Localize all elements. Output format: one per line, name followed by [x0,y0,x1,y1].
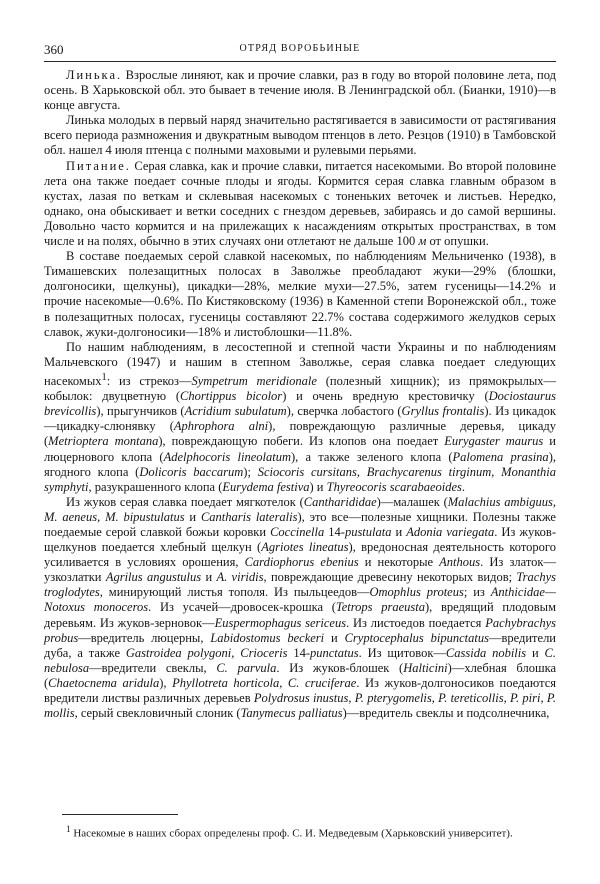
text-run: ), это все—полезные хищники. Полезны также поедаемые серой славкой божьи коровки [44,509,556,539]
text-run: —вредители дуба, а также [44,630,556,660]
text-run: )—хлебная блошка ( [44,660,556,690]
text-run: ) и [309,479,327,494]
latin-term: Trachys troglodytes [44,570,556,600]
latin-term: C. parvula [216,660,277,675]
text-run: . Из листоедов поедается [346,615,486,630]
text-run: В составе поедаемых серой славкой насекомых, по наблюдениям Мельниченко (1938), в Тимашевских полезащитных полосах в Заволжье преобладают жуки—29% (блошки, долгоносики, щелкуны), цикадки—28%, мелкие мухи—27.5%, затем гусеницы—14.2% и прочие насекомые—0.6%. По Кистяковскому (1936) в Каменной степи Воронежской обл., тоже в полезащитных полосах, гусеницы составляют 22.7% состава содержимого желудков серых славок, жуки-долгоносики—18% и листоблошки—11.8%. [44,249,556,339]
latin-term: Malachius ambiguus, M. aeneus, M. bipustulatus [44,494,556,524]
latin-term: Dolicoris baccarum [139,464,244,479]
footnote-ref: 1 [101,371,107,383]
footnote [44,822,556,841]
latin-term: Chortippus bicolor [180,389,283,404]
latin-term: Halticini [403,660,448,675]
latin-term: Anthous [439,555,481,570]
latin-term: Adelphocoris lineolatum [163,449,291,464]
text-run: ), повреждающую побеги. Из клопов она поедает [158,434,445,449]
latin-term: Eurydema festiva [222,479,310,494]
text-run: и люцернового клопа ( [44,434,556,464]
paragraph [44,159,556,250]
paragraph [44,113,556,158]
text-run: и [526,645,545,660]
text-run: ); [243,464,258,479]
latin-term: Agriotes lineatus [261,540,349,555]
latin-term: Metrioptera montana [48,434,159,449]
latin-term: Tanymecus palliatus [240,706,343,721]
text-run: ; из [463,585,491,600]
latin-term: Gastroidea polygoni, Crioceris [125,645,288,660]
text-run: и [184,509,201,524]
latin-term: Adonia variegata [406,524,495,539]
text-run: . Из жуков-долгоносиков поедаются вредители листвы различных деревьев [44,675,557,705]
latin-term: Polydrosus inustus, P. pterygomelis, P. tereticollis, P. piri, P. mollis [44,691,557,721]
footnote-rule [62,814,178,815]
text-run: и [391,524,407,539]
latin-term: Omophlus proteus [369,585,464,600]
body-text [44,68,556,721]
latin-term: A. viridis [216,570,264,585]
paragraph [44,495,556,721]
header-rule [44,61,556,62]
paragraph [44,340,556,495]
text-run: . Из жуков-щелкунов поедается хлебный щелкун ( [44,524,556,555]
latin-term: Cassida nobilis [445,645,527,660]
text-run: , разукрашенного клопа ( [88,479,223,494]
text-run: ), вредоносная деятельность которого усиливается в условиях орошения, [44,540,556,570]
latin-term: Euspermophagus sericeus [214,615,347,630]
text-run: 14- [287,645,310,660]
latin-term: Eurygaster maurus [444,434,544,449]
latin-term: Cantharis lateralis [200,509,298,524]
text-run: , повреждающие древесину некоторых видов; [263,570,517,585]
paragraph [44,249,556,340]
latin-term: Cardiophorus ebenius [244,555,359,570]
text-run: . Из жуков-блошек ( [276,660,404,675]
paragraph [44,68,556,113]
footnote-marker: 1 [66,824,71,834]
text-run: и [324,630,345,645]
section-lead: Линька. [66,68,123,82]
latin-term: punctatus [310,645,359,660]
text-run: ), прыгунчиков ( [96,404,185,419]
text-run: (полезный хищник); из прямокрылых—кобылок: двуцветную ( [44,374,556,404]
latin-term: Dociostaurus brevicollis [44,389,556,419]
latin-term: Labidostomus beckeri [210,630,325,645]
text-run: 14- [324,524,345,539]
page-header [44,40,556,62]
text-run: ), вредящий плодовым деревьям. Из жуков-зерновок— [44,600,556,630]
text-run: )—вредитель свеклы и подсолнечника, [342,706,550,721]
latin-term: Tetrops praeusta [335,600,425,615]
latin-term: Phyllotreta horticola, C. cruciferae [172,675,357,690]
text-run: Серая славка, как и прочие славки, питается насекомыми. Во второй половине лета она также поедает сочные плоды и ягоды. Кормится серая славка главным образом в кустах, лазая по веткам и склевывая насекомых с тоненьких веточек и листьев. Нередко, однако, она обыскивает и ветки соседних с гнездом деревьев, забираясь и до самой вершины. Довольно часто кормится и на прилежащих к насаждениям открытых пространствах, в том числе и на полях, обычно в этих случаях они отлетают не дальше 100 [44,158,556,249]
text-run: : из стрекоз— [106,374,192,389]
text-run: Взрослые линяют, как и прочие славки, раз в году во второй половине лета, под осень. В Харьковской обл. это бывает в течение июля. В Ленинградской обл. (Бианки, 1910)—в конце августа. [44,68,556,113]
latin-term: C. nebulosa [44,645,556,675]
latin-term: Pachybrachys probus [44,615,557,645]
latin-term: Sciocoris cursitans, Brachycarenus tirginum, Monanthia symphyti [44,464,557,494]
text-run: , серый свекловичный слоник ( [74,706,241,721]
section-lead: Питание. [66,158,131,173]
text-run: Линька молодых в первый наряд значительно растягивается в зависимости от растягивания всего периода размножения и двукратным выводом птенцов в лето. Резцов (1910) в Тамбовской обл. нашел 4 июля птенца с полными маховыми и рулевыми перьями. [44,113,556,158]
text-run: )—малашек ( [376,494,448,509]
text-run: По нашим наблюдениям, в лесостепной и степной части Украины и по наблюдениям Мальчевского (1947) и нашим в степном Заволжье, серая славка поедает следующих насекомых [44,339,556,389]
text-run: ), ягодного клопа ( [44,449,556,479]
text-run: ), повреждающую различные деревья, цикаду ( [44,419,556,449]
text-run: , минирующий листья тополя. Из пыльцеедов— [99,585,370,600]
text-run: . Из усачей—дровосек-крошка ( [148,600,336,615]
latin-term: Thyreocoris scarabaeoides [326,479,462,494]
latin-term: Coccinella [270,524,325,539]
latin-term: Agrilus angustulus [105,570,202,585]
text-run: —вредитель люцерны, [78,630,211,645]
latin-term: Palomena prasina [452,449,549,464]
text-run: ). Из цикадок—цикадку-слюнявку ( [44,404,557,434]
text-run: . Из златок—узкозлатки [44,555,556,585]
text-run: и [201,570,217,585]
text-run: ), сверчка лобастого ( [286,404,402,419]
latin-term: м [418,234,427,249]
latin-term: Chaetocnema aridula [48,675,160,690]
text-run: . [461,479,466,494]
text-run: ), а также зеленого клопа ( [290,449,453,464]
text-run: . Из щитовок— [358,645,446,660]
latin-term: Anthicidae—Notoxus monoceros [44,585,556,615]
text-run: —вредители свеклы, [89,660,217,675]
latin-term: Cryptocephalus bipunctatus [344,630,489,645]
text-run: ) и очень вредную крестовичку ( [282,389,489,404]
latin-term: pustulata [344,524,392,539]
text-run: от опушки. [426,234,489,249]
text-run: и некоторые [358,555,440,570]
latin-term: Cantharididae [303,494,377,509]
latin-term: Aphrophora alni [173,419,269,434]
text-run: ), [159,675,173,690]
page-number: 360 [44,42,64,57]
latin-term: Gryllus frontalis [401,404,485,419]
latin-term: Sympetrum meridionale [191,374,317,389]
running-title: ОТРЯД ВОРОБЬИНЫЕ [239,43,361,54]
text-run: Из жуков серая славка поедает мягкотелок ( [66,494,304,509]
latin-term: Acridium subulatum [184,404,287,419]
footnote-text: Насекомые в наших сборах определены проф. С. И. Медведевым (Харьковский университет). [70,827,513,840]
